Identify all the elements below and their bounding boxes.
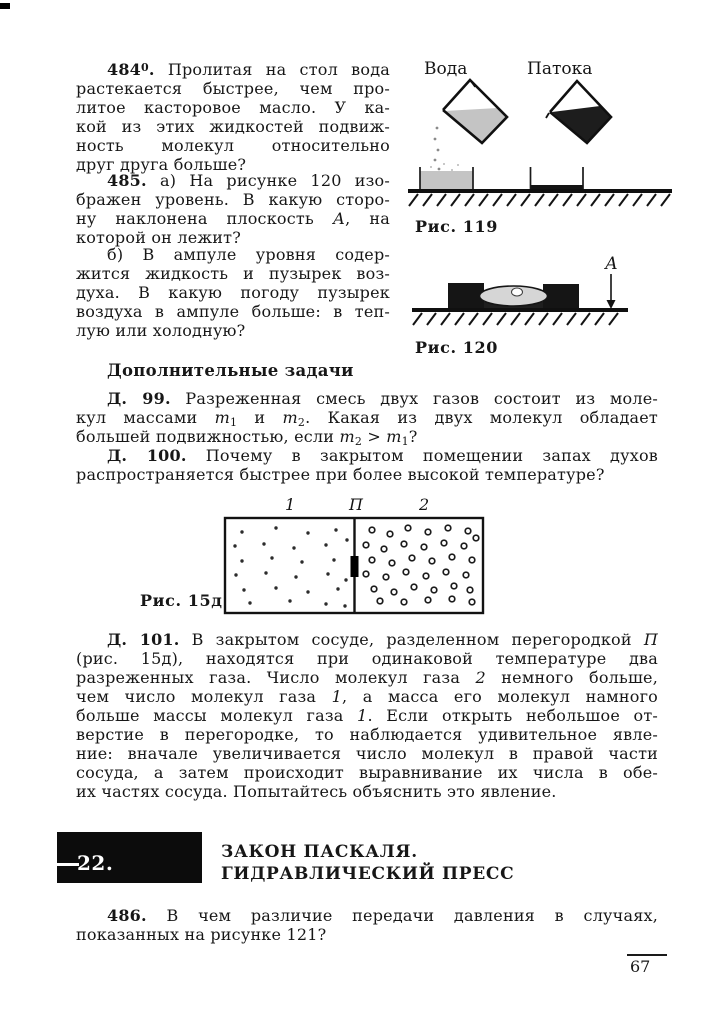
partition-label: П — [349, 495, 363, 514]
problem-d100 — [76, 446, 658, 484]
text-line: которой он лежит? — [76, 228, 241, 247]
text-line: бражен уровень. В какую сторо- — [76, 190, 390, 209]
text-line: распространяется быстрее при более высокой температуре? — [76, 465, 605, 484]
text-line: чем число молекул газа 1, а масса его молекул намного — [76, 687, 658, 706]
text-line: кул массами $m_1$ и $m_2$. Какая из двух молекул обладает — [76, 408, 658, 429]
text-line: друг друга больше? — [76, 155, 247, 174]
figure-119-caption: Рис. 119 — [415, 217, 498, 236]
text-line: верстие в перегородке, то наблюдается удивительное явле- — [76, 725, 658, 744]
molasses-label: Патока — [527, 59, 593, 79]
text-line: Д. 101. В закрытом сосуде, разделенном перегородкой П — [107, 630, 658, 649]
air-bubble — [512, 288, 523, 296]
text-line: растекается быстрее, чем про- — [76, 79, 390, 98]
page-number-rule — [627, 954, 667, 956]
problem-485a — [76, 171, 390, 247]
water-label: Вода — [424, 59, 468, 79]
gas1-molecules — [233, 526, 348, 607]
molasses-beaker — [546, 81, 611, 143]
section-title-line1: ЗАКОН ПАСКАЛЯ. — [221, 842, 418, 862]
level-block-left — [448, 283, 484, 308]
extras-heading: Дополнительные задачи — [107, 361, 354, 380]
section-title-line2: ГИДРАВЛИЧЕСКИЙ ПРЕСС — [221, 863, 515, 884]
text-line: духа. В какую погоду пузырек — [76, 283, 390, 302]
scan-corner-mark — [0, 3, 10, 9]
problem-d99 — [76, 389, 658, 446]
text-line: литое касторовое масло. У ка- — [76, 98, 390, 117]
water-drops — [430, 127, 459, 175]
text-line: ность молекул относительно — [76, 136, 390, 155]
text-line: лую или холодную? — [76, 321, 246, 340]
section-title — [221, 842, 514, 885]
text-line: ние: вначале увеличивается число молекул в правой части — [76, 744, 658, 763]
text-line: кой из этих жидкостей подвиж- — [76, 117, 390, 136]
text-line: б) В ампуле уровня содер- — [107, 245, 390, 264]
table-surface — [408, 189, 672, 193]
arrow-a — [607, 274, 616, 309]
text-line: 485. а) На рисунке 120 изо- — [107, 171, 390, 190]
text-line: воздуха в ампуле больше: в теп- — [76, 302, 390, 321]
problem-d101 — [76, 630, 658, 801]
gas2-molecules — [363, 525, 479, 605]
text-line: ну наклонена плоскость А, на — [76, 209, 390, 228]
page-number: 67 — [630, 957, 651, 976]
text-line: (рис. 15д), находятся при одинаковой температуре два — [76, 649, 658, 668]
partition-plug — [351, 556, 359, 577]
text-line: 486. В чем различие передачи давления в случаях, — [107, 906, 658, 925]
problem-486 — [76, 906, 658, 944]
text-line: разреженных газа. Число молекул газа 2 немного больше, — [76, 668, 658, 687]
plane-surface — [412, 308, 628, 312]
ground-hatching — [413, 313, 618, 325]
text-line: большей подвижностью, если $m_2 > m_1$? — [76, 427, 418, 448]
plane-a-label: А — [605, 254, 618, 274]
water-puddle — [420, 167, 473, 190]
text-line: Д. 99. Разреженная смесь двух газов состоит из моле- — [107, 389, 659, 408]
text-line: сосуда, а затем происходит выравнивание их числа в обе- — [76, 763, 658, 782]
problem-484 — [76, 60, 390, 174]
level-block-right — [543, 284, 579, 308]
water-beaker — [443, 80, 507, 143]
text-line: показанных на рисунке 121? — [76, 925, 327, 944]
text-line: жится жидкость и пузырек воз- — [76, 264, 390, 283]
section-number-box — [57, 832, 202, 883]
figure-120-caption: Рис. 120 — [415, 338, 498, 357]
section-dash — [55, 863, 79, 866]
gas1-label: 1 — [285, 495, 296, 514]
text-line: Д. 100. Почему в закрытом помещении запах духов — [107, 446, 658, 465]
figure-15d-caption: Рис. 15д — [140, 591, 223, 610]
molasses-puddle — [530, 167, 583, 190]
text-line: $484^0$. Пролитая на стол вода — [107, 60, 390, 79]
ground-hatching — [409, 194, 670, 206]
text-line: их частях сосуда. Попытайтесь объяснить это явление. — [76, 782, 557, 801]
problem-485b — [76, 245, 390, 340]
section-number: 22. — [77, 851, 114, 875]
text-line: больше массы молекул газа 1. Если открыть небольшое от- — [76, 706, 658, 725]
gas2-label: 2 — [419, 495, 430, 514]
